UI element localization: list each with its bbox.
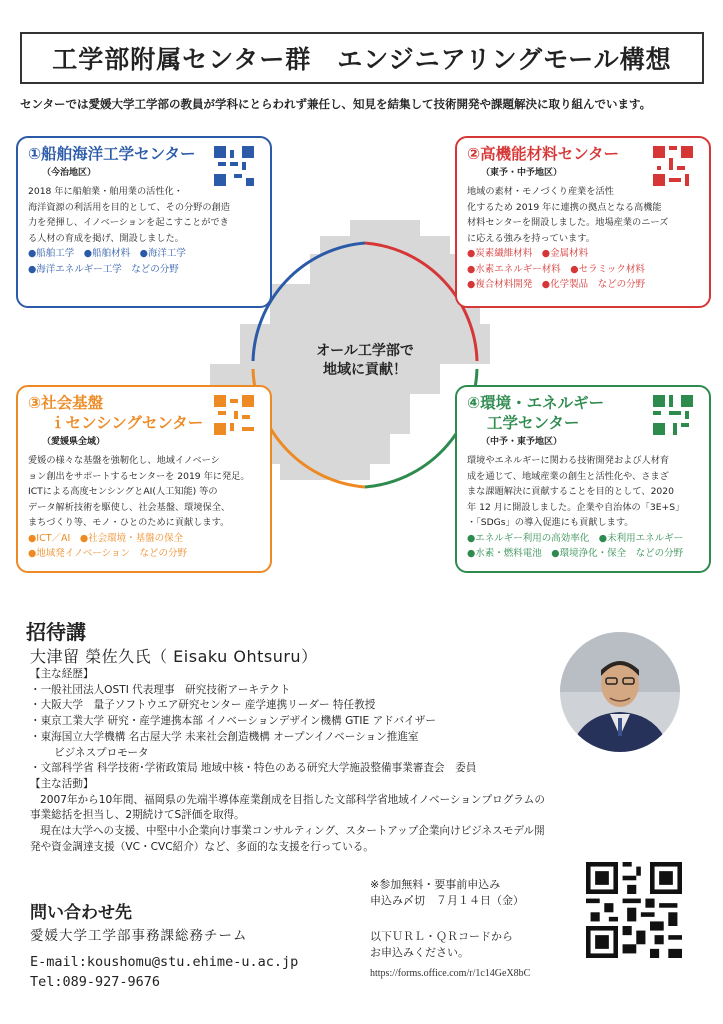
- lecturer-photo: [560, 632, 680, 752]
- qr-code-icon[interactable]: [214, 395, 254, 435]
- description-line: 年 12 月に開設しました。企業や自治体の「3E+S」: [467, 501, 685, 513]
- application-note: ※参加無料・要事前申込み: [370, 878, 501, 891]
- description-line: 化するため 2019 年に連携の拠点となる高機能: [467, 201, 662, 213]
- qr-code-icon[interactable]: [653, 146, 693, 186]
- field-tags: [467, 246, 699, 293]
- description-line: る人材の育成を掲げ、開設しました。: [28, 232, 184, 244]
- career-item: ・文部科学省 科学技術･学術政策局 地域中核・特色のある研究大学施設整備事業審査会 委員: [30, 762, 477, 775]
- tag-line: ●複合材料開発 ●化学製品 などの分野: [467, 279, 646, 291]
- description-line: ICTによる高度センシングとAI(人工知能) 等の: [28, 486, 218, 498]
- center-label-line2: 地域に貢献！: [323, 362, 407, 378]
- career-heading: 【主な経歴】: [30, 668, 94, 680]
- career-item: ・東京工業大学 研究・産学連携本部 イノベーションデザイン機構 GTIE アドバイザー: [30, 715, 436, 728]
- description-line: 海洋資源の利活用を目的として、その分野の創造: [28, 201, 230, 213]
- center-label-line1: オール工学部で: [316, 343, 414, 359]
- tag-line: ●水素エネルギー材料 ●セラミック材料: [467, 263, 645, 275]
- description-line: 力を発揮し、イノベーションを起こすことができ: [28, 217, 229, 229]
- activity-heading: 【主な活動】: [30, 777, 94, 790]
- center-name-line2: ｉセンシングセンター: [50, 414, 204, 432]
- tag-line: ●海洋エネルギー工学 などの分野: [28, 263, 179, 275]
- application-deadline: 申込み〆切 ７月１４日（金）: [370, 894, 524, 907]
- career-item: ・東海国立大学機構 名古屋大学 未来社会創造機構 オープンイノベーション推進室: [30, 730, 419, 743]
- qr-code-icon[interactable]: [214, 146, 254, 186]
- tag-line: ●エネルギー利用の高効率化 ●未利用エネルギー: [467, 532, 684, 544]
- center-name: ①船舶海洋工学センター: [28, 145, 196, 163]
- tag-line: ●水素・燃料電池 ●環境浄化・保全 などの分野: [467, 548, 684, 560]
- contact-team: 愛媛大学工学部事務課総務チーム: [30, 928, 248, 944]
- center-box-infrastructure-sensing: [16, 385, 272, 573]
- career-item: ビジネスプロモータ: [54, 746, 149, 759]
- page-title: 工学部附属センター群 エンジニアリングモール構想: [52, 45, 672, 74]
- center-area: （東予・中予地区）: [481, 168, 563, 178]
- career-item: ・大阪大学 量子ソフトウエア研究センター 産学連携リーダー 特任教授: [30, 699, 376, 712]
- center-name: ②高機能材料センター: [467, 145, 620, 163]
- activity-line: 2007年から10年間、福岡県の先端半導体産業創成を目指した文部科学省地域イノベーションプログラムの: [40, 793, 545, 806]
- description-line: に応える強みを持っています。: [467, 232, 595, 244]
- center-name-line1: ④環境・エネルギー: [467, 394, 605, 412]
- description-line: 環境やエネルギーに関わる技術開発および人材育: [467, 455, 670, 466]
- contact-email[interactable]: E-mail:koushomu@stu.ehime-u.ac.jp: [30, 954, 299, 970]
- description-line: 愛媛の様々な基盤を強靭化し、地域イノベーシ: [28, 455, 220, 466]
- application-qr-code-icon[interactable]: [586, 862, 682, 958]
- title-box: [20, 32, 704, 84]
- center-description: [28, 184, 260, 246]
- center-name-line1: ③社会基盤: [28, 394, 104, 412]
- description-line: 成を通じて、地域産業の創生と活性化や、さまざ: [467, 470, 669, 482]
- contact-heading: 問い合わせ先: [30, 903, 132, 923]
- description-line: まちづくり等、モノ・ひとのために貢献します。: [28, 517, 230, 529]
- center-description: [467, 453, 699, 531]
- center-area: （今治地区）: [42, 168, 97, 178]
- qr-code-icon[interactable]: [653, 395, 693, 435]
- center-box-ship-ocean: [16, 136, 272, 308]
- description-line: まな課題解決に貢献することを目的として、2020: [467, 486, 674, 498]
- field-tags: [467, 531, 699, 562]
- description-line: データ解析技術を駆使し、社会基盤、環境保全、: [28, 501, 231, 513]
- contact-tel[interactable]: Tel:089-927-9676: [30, 974, 161, 990]
- tag-line: ●船舶工学 ●船舶材料 ●海洋工学: [28, 248, 186, 260]
- description-line: 地域の素材・モノづくり産業を活性: [467, 186, 614, 197]
- description-line: 2018 年に船舶業・舶用業の活性化・: [28, 186, 183, 197]
- application-instruction: 以下ＵＲＬ・ＱＲコードから: [370, 930, 513, 943]
- center-description: [28, 453, 260, 531]
- tag-line: ●ICT／AI ●社会環境・基盤の保全: [28, 532, 184, 544]
- description-line: 材料センターを開設しました。地場産業のニーズ: [467, 217, 669, 229]
- center-name-line2: 工学センター: [487, 414, 580, 432]
- description-line: ョン創出をサポートするセンターを 2019 年に発足。: [28, 470, 250, 482]
- description-line: ・「SDGs」の導入促進にも貢献します。: [467, 517, 634, 529]
- tag-line: ●地域発イノベーション などの分野: [28, 548, 187, 560]
- activity-line: 事業総括を担当し、2期続けてS評価を取得。: [30, 809, 245, 822]
- activity-line: 発や資金調達支援（VC・CVC紹介）など、多面的な支援を行っている。: [30, 840, 374, 853]
- lecturer-heading: 招待講: [26, 620, 86, 644]
- lecturer-name: 大津留 榮佐久氏（ Eisaku Ohtsuru）: [30, 647, 318, 666]
- field-tags: [28, 531, 260, 562]
- center-label: [295, 342, 435, 380]
- career-item: ・一般社団法人OSTI 代表理事 研究技術アーキテクト: [30, 683, 291, 696]
- center-box-materials: [455, 136, 711, 308]
- intro-text: センターでは愛媛大学工学部の教員が学科にとらわれず兼任し、知見を結集して技術開発や課題解決に取り組んでいます。: [20, 97, 652, 111]
- center-area: （愛媛県全域）: [42, 437, 106, 447]
- activity-line: 現在は大学への支援、中堅中小企業向け事業コンサルティング、スタートアップ企業向けビジネスモデル開: [40, 825, 545, 838]
- application-url-link[interactable]: https://forms.office.com/r/1c14GeX8bC: [370, 968, 531, 979]
- center-description: [467, 184, 699, 246]
- field-tags: [28, 246, 260, 277]
- center-area: （中予・東予地区）: [481, 437, 563, 447]
- application-instruction: お申込みください。: [370, 946, 469, 959]
- tag-line: ●炭素繊維材料 ●金属材料: [467, 248, 589, 260]
- center-box-environment-energy: [455, 385, 711, 573]
